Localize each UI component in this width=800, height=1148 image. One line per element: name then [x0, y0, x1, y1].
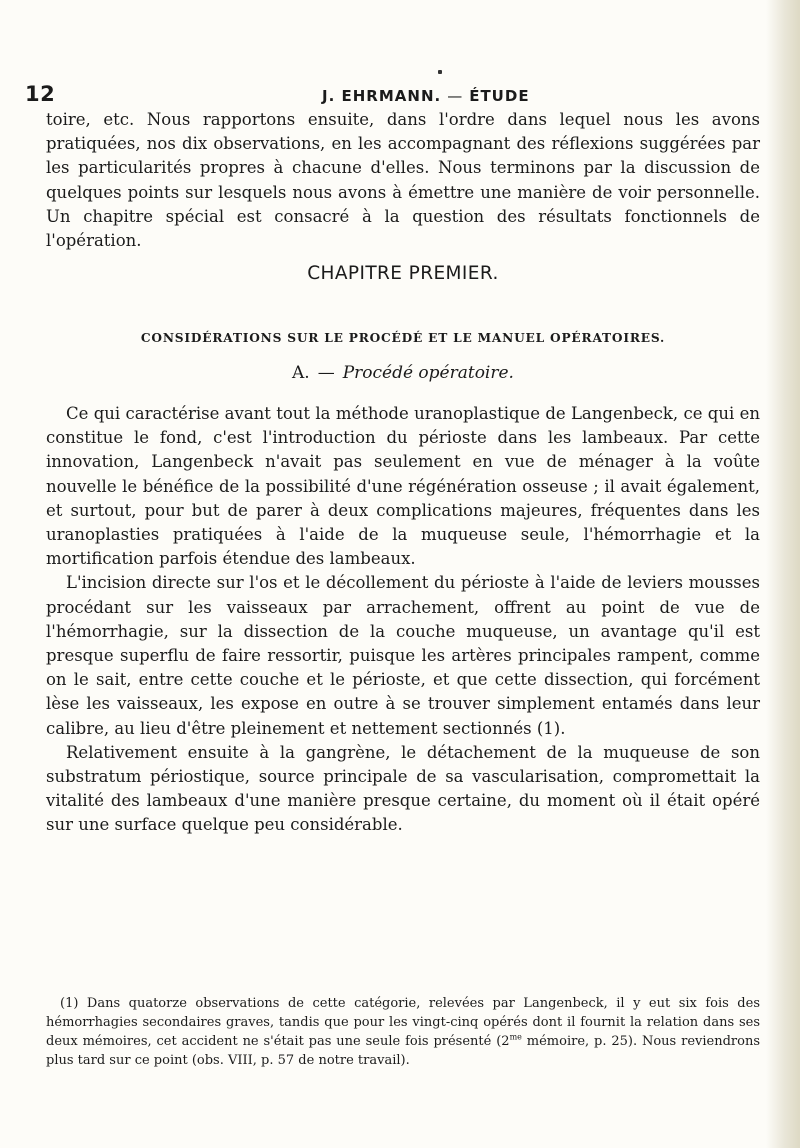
header-separator: — [447, 87, 464, 105]
chapter-heading: CHAPITRE PREMIER. [307, 263, 499, 284]
section-heading [46, 363, 760, 383]
page-number: 12 [25, 82, 56, 106]
paragraph: Ce qui caractérise avant tout la méthode uranoplastique de Langenbeck, ce qui en constitue le fond, c'est l'introduction du périoste dans les lambeaux. Par cette innovation, Langenbeck n'avait pas seulement en vue de ménager à la voûte nouvelle le bénéfice de la possibilité d'une régénération osseuse ; il avait également, et surtout, pour but de parer à deux complications majeures, fréquentes dans les uranoplasties pratiquées à l'aide de la muqueuse seule, l'hémorrhagie et la mortification parfois étendue des lambeaux. [46, 404, 760, 569]
printer-mark [438, 70, 442, 74]
header-author: J. EHRMANN. [322, 87, 442, 105]
section-dash: — [317, 363, 335, 383]
intro-paragraph: toire, etc. Nous rapportons ensuite, dans l'ordre dans lequel nous les avons pratiquées, nos dix observations, en les accompagnant des réflexions suggérées par les particularités propres à chacune d'elles. Nous terminons par la discussion de quelques points sur lesquels nous avons à émettre une manière de voir personnelle. Un chapitre spécial est consacré à la question des résultats fonctionnels de l'opération. [46, 110, 760, 251]
page-edge-shadow [766, 0, 800, 1148]
paragraph: L'incision directe sur l'os et le décollement du périoste à l'aide de leviers mousses procédant sur les vaisseaux par arrachement, offrent au point de vue de l'hémorrhagie, sur la dissection de la couche muqueuse, un avantage qu'il est presque superflu de faire ressortir, puisque les artères principales rampent, comme on le sait, entre cette couche et le périoste, et que cette dissection, qui forcément lèse les vaisseaux, les expose en outre à se trouver simplement entamés dans leur calibre, au lieu d'être pleinement et nettement sectionnés (1). [46, 573, 760, 738]
footnote [46, 994, 760, 1070]
header-title: ÉTUDE [469, 87, 530, 105]
paragraph: Relativement ensuite à la gangrène, le détachement de la muqueuse de son substratum périostique, source principale de sa vascularisation, compromettait la vitalité des lambeaux d'une manière presque certaine, du moment où il était opéré sur une surface quelque peu considérable. [46, 742, 760, 835]
main-text [46, 402, 760, 838]
section-letter: A. [292, 363, 310, 383]
footnote-text-start: Dans quatorze observations de cette catégorie, relevées par Langenbeck, il y eut six fois des hémorrhagies secondaires graves, tandis que pour les vingt-cinq opérés dont il fournit la relation dans ses deux mémoires, cet accident ne s'était pas une seule fois présenté (2 [46, 996, 760, 1049]
footnote-superscript: me [509, 1032, 522, 1042]
intro-text [46, 108, 760, 253]
running-title [322, 87, 530, 105]
chapter-subheading: CONSIDÉRATIONS SUR LE PROCÉDÉ ET LE MANUEL OPÉRATOIRES. [140, 331, 666, 345]
footnote-text-end: mémoire, p. 25). Nous reviendrons plus tard sur ce point (obs. VIII, p. 57 de notre travail). [46, 1034, 760, 1068]
footnote-mark: (1) [60, 996, 79, 1011]
section-title: Procédé opératoire. [342, 363, 514, 383]
